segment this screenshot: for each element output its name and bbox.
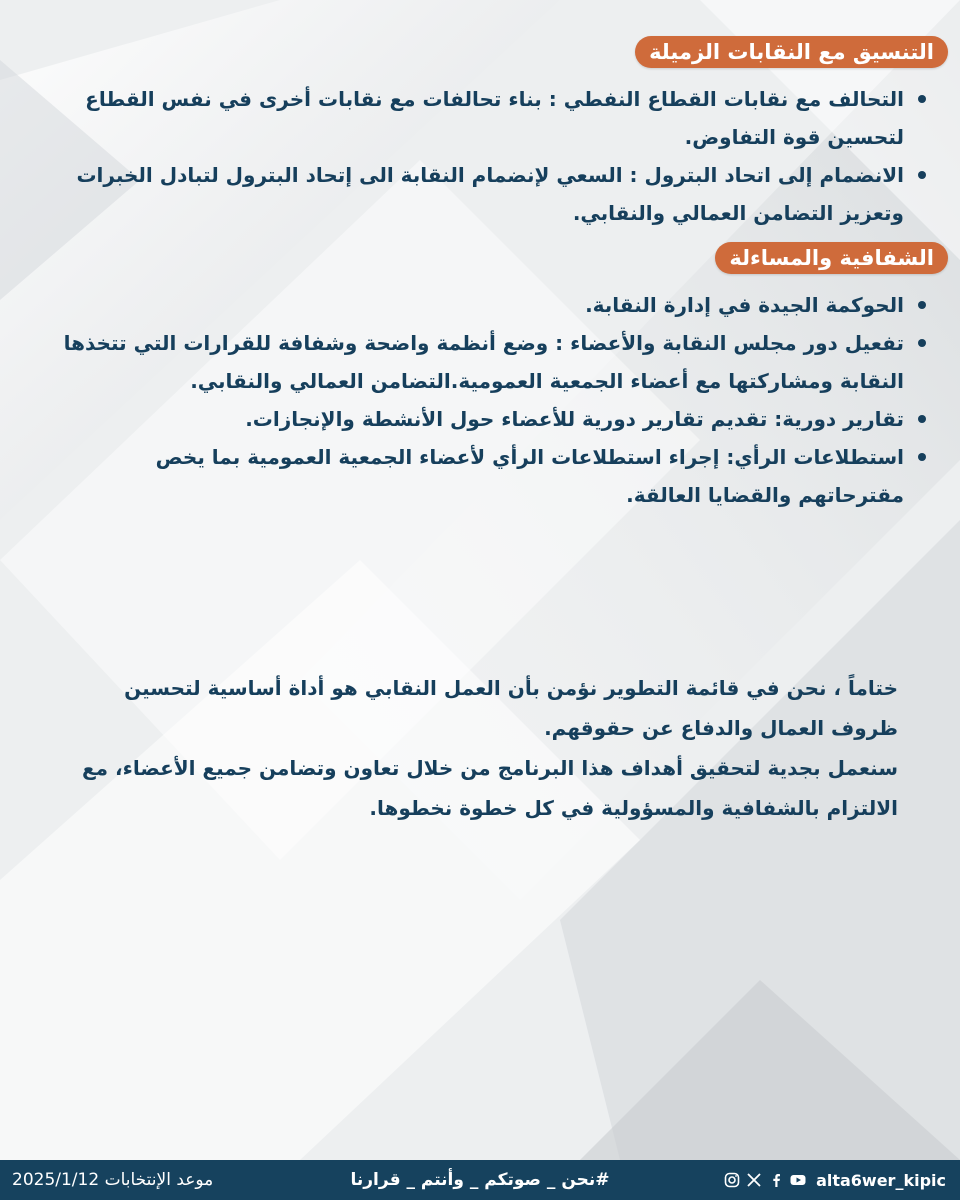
list-item: استطلاعات الرأي: إجراء استطلاعات الرأي لأعضاء الجمعية العمومية بما يخص مقترحاتهم والقضايا العالقة. [52, 438, 932, 514]
list-item: الحوكمة الجيدة في إدارة النقابة. [52, 286, 932, 324]
instagram-icon[interactable] [724, 1172, 740, 1188]
coordination-list [52, 80, 932, 232]
social-handle[interactable]: alta6wer_kipic [816, 1170, 946, 1190]
transparency-list [52, 286, 932, 514]
campaign-hashtag: #نحن _ صوتكم _ وأنتم _ قرارنا [350, 1170, 610, 1190]
list-item: تفعيل دور مجلس النقابة والأعضاء : وضع أنظمة واضحة وشفافة للقرارات التي تتخذها النقابة ومشاركتها مع أعضاء الجمعية العمومية.التضامن العمالي والنقابي. [52, 324, 932, 400]
section-heading-coordination: التنسيق مع النقابات الزميلة [635, 36, 948, 68]
closing-paragraph: ختاماً ، نحن في قائمة التطوير نؤمن بأن العمل النقابي هو أداة أساسية لتحسين ظروف العمال والدفاع عن حقوقهم. [124, 676, 898, 740]
facebook-icon[interactable] [768, 1172, 784, 1188]
closing-paragraph: سنعمل بجدية لتحقيق أهداف هذا البرنامج من خلال تعاون وتضامن جميع الأعضاء، مع الالتزام بالشفافية والمسؤولية في كل خطوة نخطوها. [82, 756, 898, 820]
x-icon[interactable] [746, 1172, 762, 1188]
list-item: الانضمام إلى اتحاد البترول : السعي لإنضمام النقابة الى إتحاد البترول لتبادل الخبرات وتعزيز التضامن العمالي والنقابي. [52, 156, 932, 232]
section-heading-transparency: الشفافية والمساءلة [715, 242, 948, 274]
list-item: التحالف مع نقابات القطاع النفطي : بناء تحالفات مع نقابات أخرى في نفس القطاع لتحسين قوة التفاوض. [52, 80, 932, 156]
closing-statement [58, 668, 898, 828]
youtube-icon[interactable] [790, 1172, 806, 1188]
social-links [724, 1160, 946, 1200]
footer-bar [0, 1160, 960, 1200]
election-date: موعد الإنتخابات 2025/1/12 [12, 1170, 214, 1190]
list-item: تقارير دورية: تقديم تقارير دورية للأعضاء حول الأنشطة والإنجازات. [52, 400, 932, 438]
